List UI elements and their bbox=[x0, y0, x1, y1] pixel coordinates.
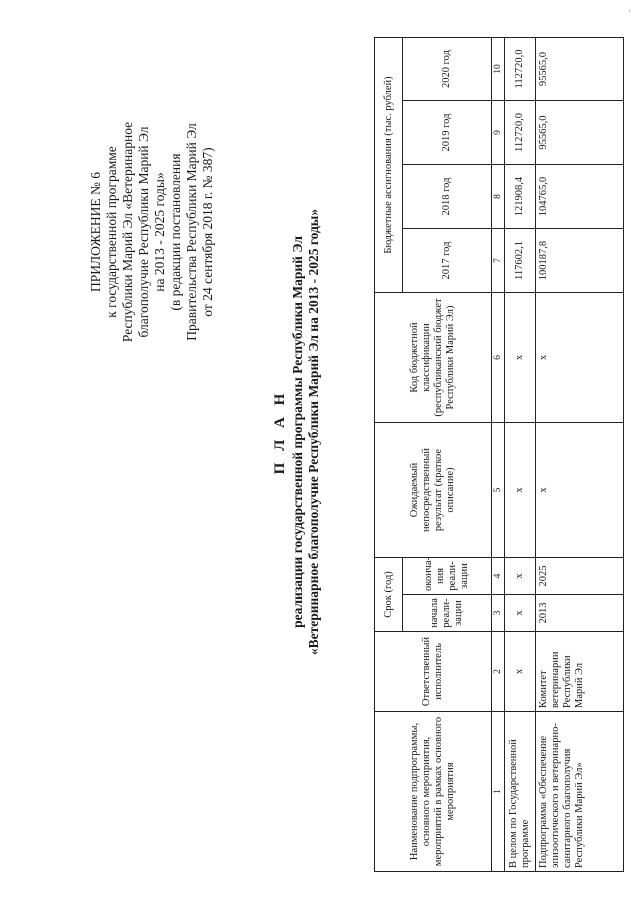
row-executor: х bbox=[504, 632, 535, 712]
column-number: 1 bbox=[491, 712, 504, 872]
column-number: 3 bbox=[491, 595, 504, 632]
column-number: 8 bbox=[491, 165, 504, 229]
header-term-start: начала реали-зации bbox=[403, 595, 491, 632]
header-code: Код бюджетной классификации (республиканский бюджет Республики Марий Эл) bbox=[375, 293, 492, 423]
row-name: В целом по Государственной программе bbox=[504, 712, 535, 872]
header-year: 2019 год bbox=[403, 101, 491, 165]
row-executor: Комитет ветеринарии Республики Марий Эл bbox=[535, 632, 623, 712]
row-budget-2020: 112720,0 bbox=[504, 37, 535, 100]
header-year: 2017 год bbox=[403, 229, 491, 293]
table-row bbox=[504, 37, 535, 871]
header-year: 2018 год bbox=[403, 165, 491, 229]
document-subtitle: реализации государственной программы Республики Марий Эл bbox=[290, 236, 305, 628]
plan-table bbox=[374, 37, 624, 872]
appendix-block bbox=[88, 82, 216, 382]
row-budget-2018: 121908,4 bbox=[504, 165, 535, 229]
row-budget-2020: 95565,0 bbox=[535, 37, 623, 100]
column-number: 10 bbox=[491, 37, 504, 100]
appendix-line: от 24 сентября 2018 г. № 387) bbox=[200, 147, 215, 317]
row-start: 2013 bbox=[535, 595, 623, 632]
row-result: х bbox=[504, 423, 535, 558]
row-end: 2025 bbox=[535, 558, 623, 595]
row-budget-2017: 100187,8 bbox=[535, 229, 623, 293]
appendix-line: ПРИЛОЖЕНИЕ № 6 bbox=[88, 171, 103, 293]
header-term-end: оконча-ния реали-зации bbox=[403, 558, 491, 595]
appendix-line: (в редакции постановления bbox=[168, 153, 183, 311]
header-executor: Ответственный исполнитель bbox=[375, 632, 492, 712]
row-code: х bbox=[535, 293, 623, 423]
header-term: Срок (год) bbox=[375, 558, 403, 632]
row-budget-2018: 104765,0 bbox=[535, 165, 623, 229]
appendix-line: благополучие Республики Марий Эл bbox=[136, 126, 151, 338]
column-number: 6 bbox=[491, 293, 504, 423]
row-start: х bbox=[504, 595, 535, 632]
appendix-line: Республики Марий Эл «Ветеринарное bbox=[120, 121, 135, 343]
document-heading bbox=[270, 112, 322, 752]
table-row bbox=[535, 37, 623, 871]
appendix-line: на 2013 - 2025 годы» bbox=[152, 172, 167, 292]
header-result: Ожидаемый непосредственный результат (краткое описание) bbox=[375, 423, 492, 558]
program-name: «Ветеринарное благополучие Республики Марий Эл на 2013 - 2025 годы» bbox=[306, 208, 321, 656]
row-name: Подпрограмма «Обеспечение эпизоотического и ветеринарно-санитарного благополучия Республики Марий Эл» bbox=[535, 712, 623, 872]
row-end: х bbox=[504, 558, 535, 595]
row-budget-2017: 117602,1 bbox=[504, 229, 535, 293]
header-budget: Бюджетные ассигнования (тыс. рублей) bbox=[375, 37, 403, 292]
column-numbers-row bbox=[491, 37, 504, 871]
appendix-line: к государственной программе bbox=[104, 146, 119, 318]
column-number: 2 bbox=[491, 632, 504, 712]
column-number: 5 bbox=[491, 423, 504, 558]
row-budget-2019: 95565,0 bbox=[535, 101, 623, 165]
column-number: 9 bbox=[491, 101, 504, 165]
scan-mark: · bbox=[628, 6, 631, 16]
column-number: 4 bbox=[491, 558, 504, 595]
row-code: х bbox=[504, 293, 535, 423]
header-year: 2020 год bbox=[403, 37, 491, 100]
column-number: 7 bbox=[491, 229, 504, 293]
row-result: х bbox=[535, 423, 623, 558]
document-title: П Л А Н bbox=[272, 389, 288, 475]
row-budget-2019: 112720,0 bbox=[504, 101, 535, 165]
header-name: Наименование подпрограммы, основного мероприятия, мероприятий в рамках основного мероприятия bbox=[375, 712, 492, 872]
appendix-line: Правительства Республики Марий Эл bbox=[184, 123, 199, 341]
